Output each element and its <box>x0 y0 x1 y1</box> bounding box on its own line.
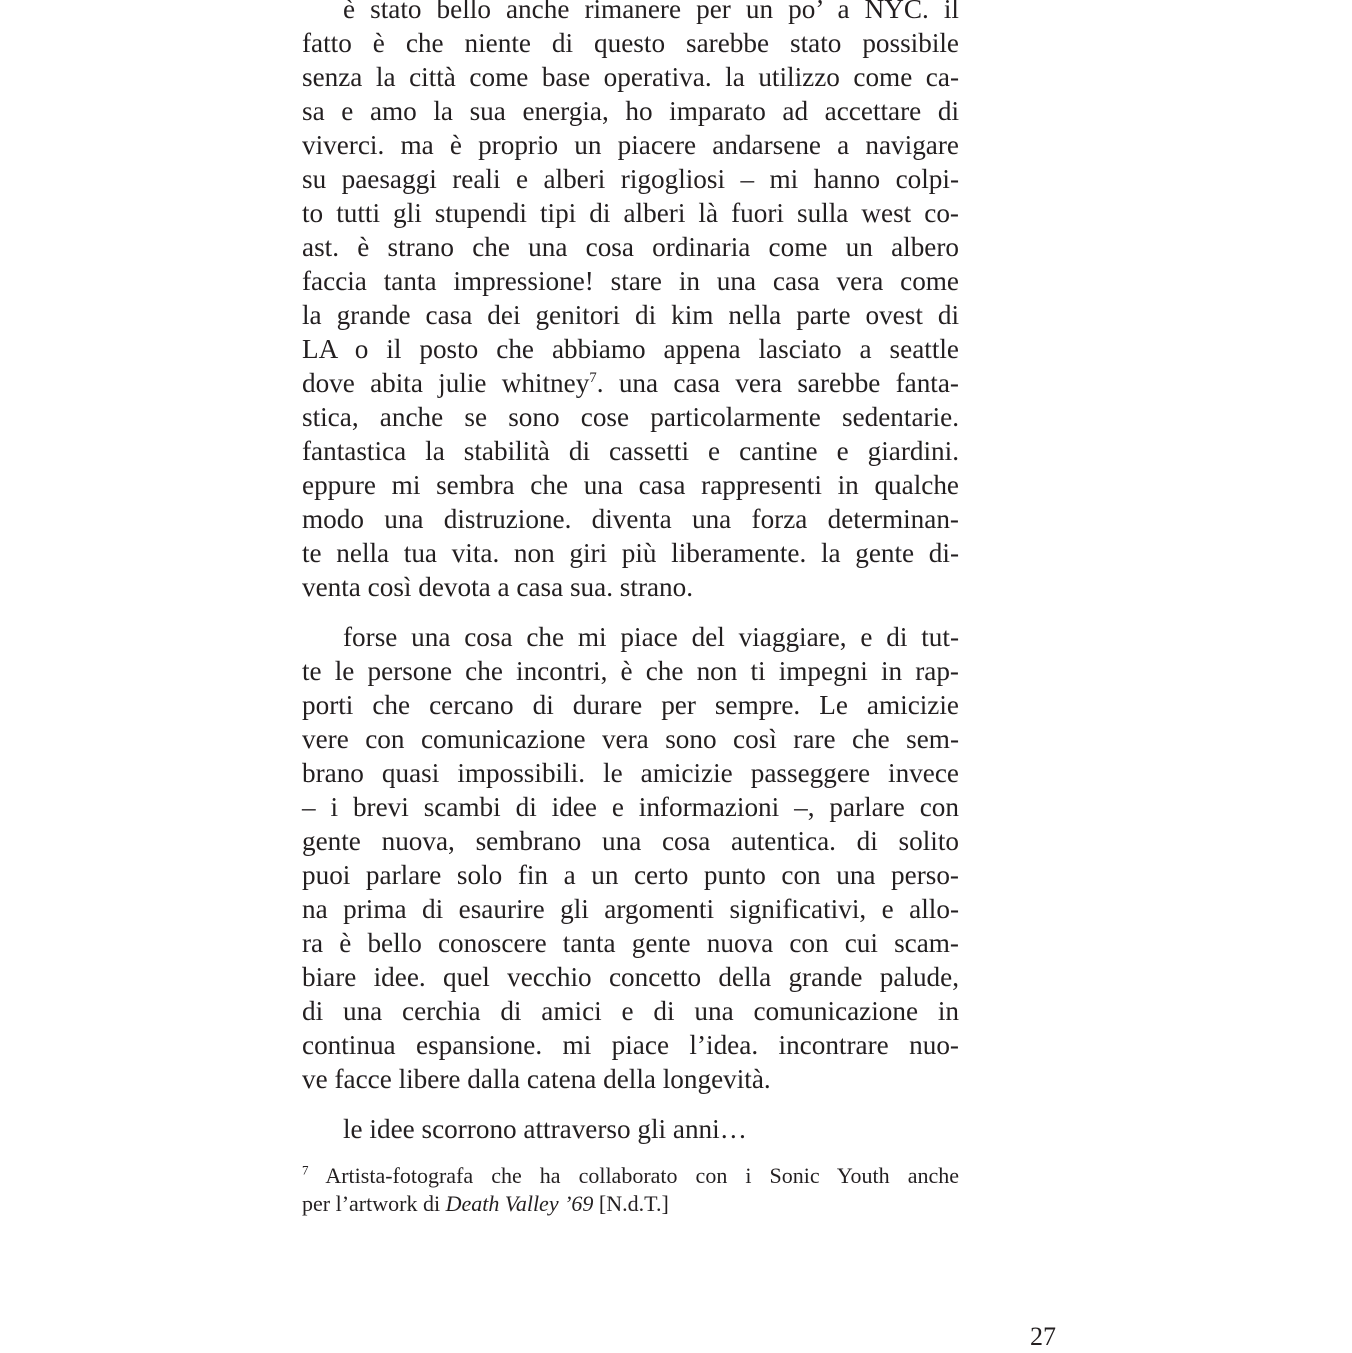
text-line: gente nuova, sembrano una cosa autentica. di solito <box>302 826 959 856</box>
footnote <box>302 1162 959 1218</box>
text-column <box>302 0 959 1218</box>
text-line: to tutti gli stupendi tipi di alberi là fuori sulla west co- <box>302 198 959 228</box>
footnote-text: per l’artwork di <box>302 1191 446 1216</box>
footnote-text: Artista-fotografa che ha collaborato con i Sonic Youth anche <box>325 1163 959 1188</box>
text-line: senza la città come base operativa. la utilizzo come ca- <box>302 62 959 92</box>
text-line: brano quasi impossibili. le amicizie passeggere invece <box>302 758 959 788</box>
footnote-reference[interactable]: 7 <box>589 369 597 386</box>
text-line: venta così devota a casa sua. strano. <box>302 572 694 602</box>
text-line: puoi parlare solo fin a un certo punto con una perso- <box>302 860 959 890</box>
text-line-with-footnote-ref <box>302 366 959 400</box>
footnote-line <box>302 1162 959 1190</box>
text-line: na prima di esaurire gli argomenti significativi, e allo- <box>302 894 959 924</box>
paragraph-3 <box>302 1112 959 1146</box>
text-line: di una cerchia di amici e di una comunicazione in <box>302 996 959 1026</box>
footnote-line <box>302 1190 959 1218</box>
text-line: faccia tanta impressione! stare in una casa vera come <box>302 266 959 296</box>
text-line: la grande casa dei genitori di kim nella parte ovest di <box>302 300 959 330</box>
text-line: ra è bello conoscere tanta gente nuova con cui scam- <box>302 928 959 958</box>
paragraph-2 <box>302 620 959 1096</box>
text-line: ast. è strano che una cosa ordinaria come un albero <box>302 232 959 262</box>
text-line: continua espansione. mi piace l’idea. incontrare nuo- <box>302 1030 959 1060</box>
text-line: su paesaggi reali e alberi rigogliosi – mi hanno colpi- <box>302 164 959 194</box>
text-line: LA o il posto che abbiamo appena lasciato a seattle <box>302 334 959 364</box>
text-line: le idee scorrono attraverso gli anni… <box>343 1114 747 1144</box>
paragraph-1 <box>302 0 959 604</box>
paragraph-gap <box>302 604 959 620</box>
footnote-marker: 7 <box>302 1162 309 1178</box>
paragraph-gap <box>302 1096 959 1112</box>
text-line: fantastica la stabilità di cassetti e cantine e giardini. <box>302 436 959 466</box>
text-line: viverci. ma è proprio un piacere andarsene a navigare <box>302 130 959 160</box>
footnote-text: [N.d.T.] <box>593 1191 669 1216</box>
text-line: vere con comunicazione vera sono così rare che sem- <box>302 724 959 754</box>
text-line: te le persone che incontri, è che non ti impegni in rap- <box>302 656 959 686</box>
text-line: ve facce libere dalla catena della longevità. <box>302 1064 771 1094</box>
text-segment: dove abita julie whitney <box>302 368 590 398</box>
text-line: forse una cosa che mi piace del viaggiare, e di tut- <box>343 622 959 652</box>
album-title: Death Valley ’69 <box>445 1191 594 1216</box>
text-segment: . una casa vera sarebbe fanta- <box>596 368 959 398</box>
text-line: – i brevi scambi di idee e informazioni –, parlare con <box>302 792 959 822</box>
text-line: eppure mi sembra che una casa rappresenti in qualche <box>302 470 959 500</box>
text-line: fatto è che niente di questo sarebbe stato possibile <box>302 28 959 58</box>
text-line: porti che cercano di durare per sempre. Le amicizie <box>302 690 959 720</box>
text-line: sa e amo la sua energia, ho imparato ad accettare di <box>302 96 959 126</box>
text-line: stica, anche se sono cose particolarmente sedentarie. <box>302 402 959 432</box>
page-number: 27 <box>1030 1322 1056 1351</box>
text-line: è stato bello anche rimanere per un po’ a NYC. il <box>343 0 959 24</box>
text-line: modo una distruzione. diventa una forza determinan- <box>302 504 959 534</box>
text-line: te nella tua vita. non giri più liberamente. la gente di- <box>302 538 959 568</box>
text-line: biare idee. quel vecchio concetto della grande palude, <box>302 962 959 992</box>
